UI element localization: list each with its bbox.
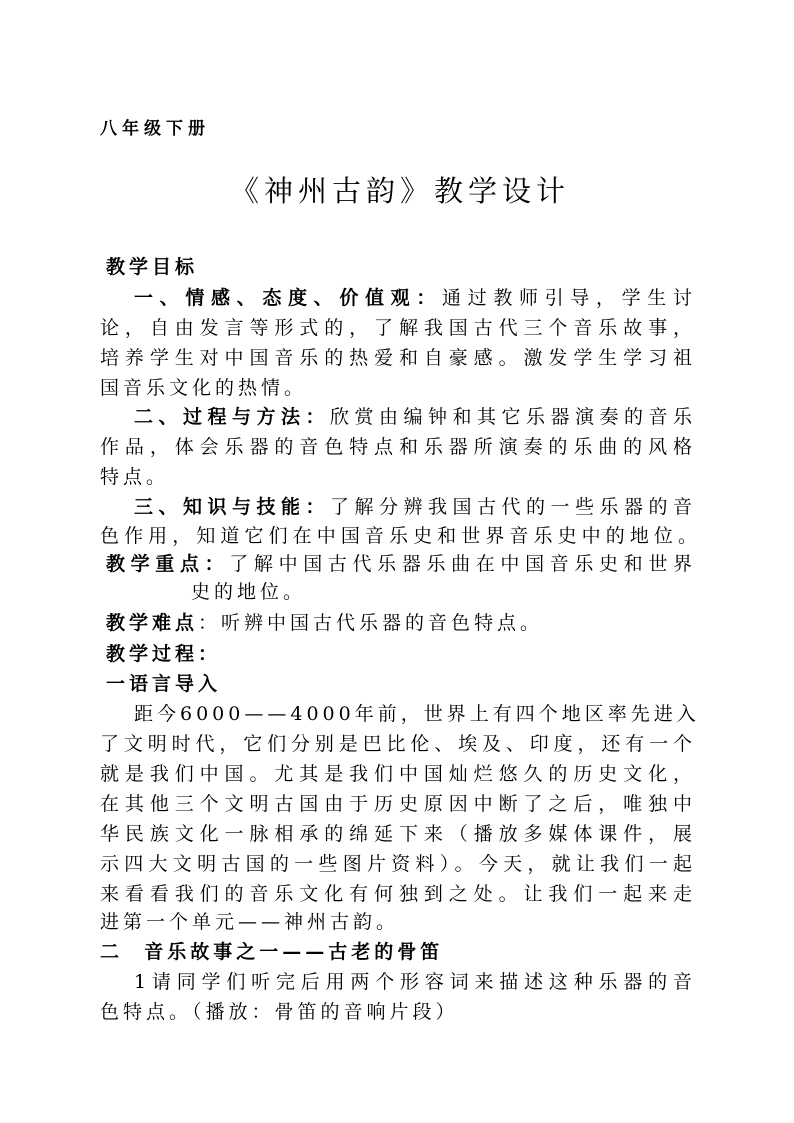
- objective-3-line-1: [134, 495, 696, 519]
- key-point-text: 了解中国古代乐器乐曲在中国音乐史和世界: [229, 553, 696, 575]
- key-point-line-2: 史的地位。: [191, 581, 307, 603]
- objective-1-line-1: [134, 286, 696, 310]
- objective-2-line-2: 作品，体会乐器的音色特点和乐器所演奏的乐曲的风格: [100, 436, 696, 458]
- section-1-line-7: 来看看我们的音乐文化有何独到之处。让我们一起来走: [100, 883, 696, 905]
- section-1-line-6: 示四大文明古国的一些图片资料）。今天，就让我们一起: [100, 853, 696, 875]
- section-2-heading: 二 音乐故事之一——古老的骨笛: [100, 941, 444, 963]
- objective-2-label: 二、过程与方法：: [134, 406, 330, 428]
- objective-2-line-3: 特点。: [100, 466, 170, 488]
- objective-3-label: 三、知识与技能：: [134, 496, 330, 518]
- section-2-line-1: 1请同学们听完后用两个形容词来描述这种乐器的音: [134, 971, 696, 993]
- objective-2-text: 欣赏由编钟和其它乐器演奏的音乐: [330, 406, 696, 428]
- page-title: 《神州古韵》教学设计: [230, 174, 571, 208]
- section-2-line-2: 色特点。（播放：骨笛的音响片段）: [100, 1001, 459, 1023]
- section-1-heading: 一语言导入: [106, 673, 222, 695]
- objective-2-line-1: [134, 405, 696, 429]
- objectives-heading: 教学目标: [106, 256, 199, 278]
- difficulty-label: 教学难点: [106, 612, 199, 634]
- objective-1-text: 通过教师引导，学生讨: [441, 287, 696, 309]
- section-1-line-5: 华民族文化一脉相承的绵延下来（播放多媒体课件，展: [100, 823, 696, 845]
- key-point-label: 教学重点：: [106, 553, 230, 575]
- grade-label: 八年级下册: [100, 119, 210, 139]
- section-1-line-1: 距今6000——4000年前，世界上有四个地区率先进入: [134, 703, 700, 725]
- section-1-line-2: 了文明时代，它们分别是巴比伦、埃及、印度，还有一个: [100, 733, 696, 755]
- objective-1-line-2: 论，自由发言等形式的，了解我国古代三个音乐故事，: [100, 317, 696, 339]
- section-1-line-3: 就是我们中国。尤其是我们中国灿烂悠久的历史文化，: [100, 763, 696, 785]
- objective-1-line-4: 国音乐文化的热情。: [100, 377, 308, 399]
- objective-3-text: 了解分辨我国古代的一些乐器的音: [330, 496, 696, 518]
- difficulty-text: ：听辨中国古代乐器的音色特点。: [198, 612, 544, 634]
- objective-1-line-3: 培养学生对中国音乐的热爱和自豪感。激发学生学习祖: [100, 347, 696, 369]
- section-1-line-8: 进第一个单元——神州古韵。: [100, 911, 400, 933]
- section-1-line-4: 在其他三个文明古国由于历史原因中断了之后，唯独中: [100, 793, 696, 815]
- objective-1-label: 一、情感、态度、价值观：: [134, 287, 442, 309]
- process-heading: 教学过程：: [106, 643, 222, 665]
- key-point-line-1: [106, 552, 696, 576]
- objective-3-line-2: 色作用，知道它们在中国音乐史和世界音乐史中的地位。: [100, 525, 700, 547]
- difficulty-line: [106, 611, 543, 635]
